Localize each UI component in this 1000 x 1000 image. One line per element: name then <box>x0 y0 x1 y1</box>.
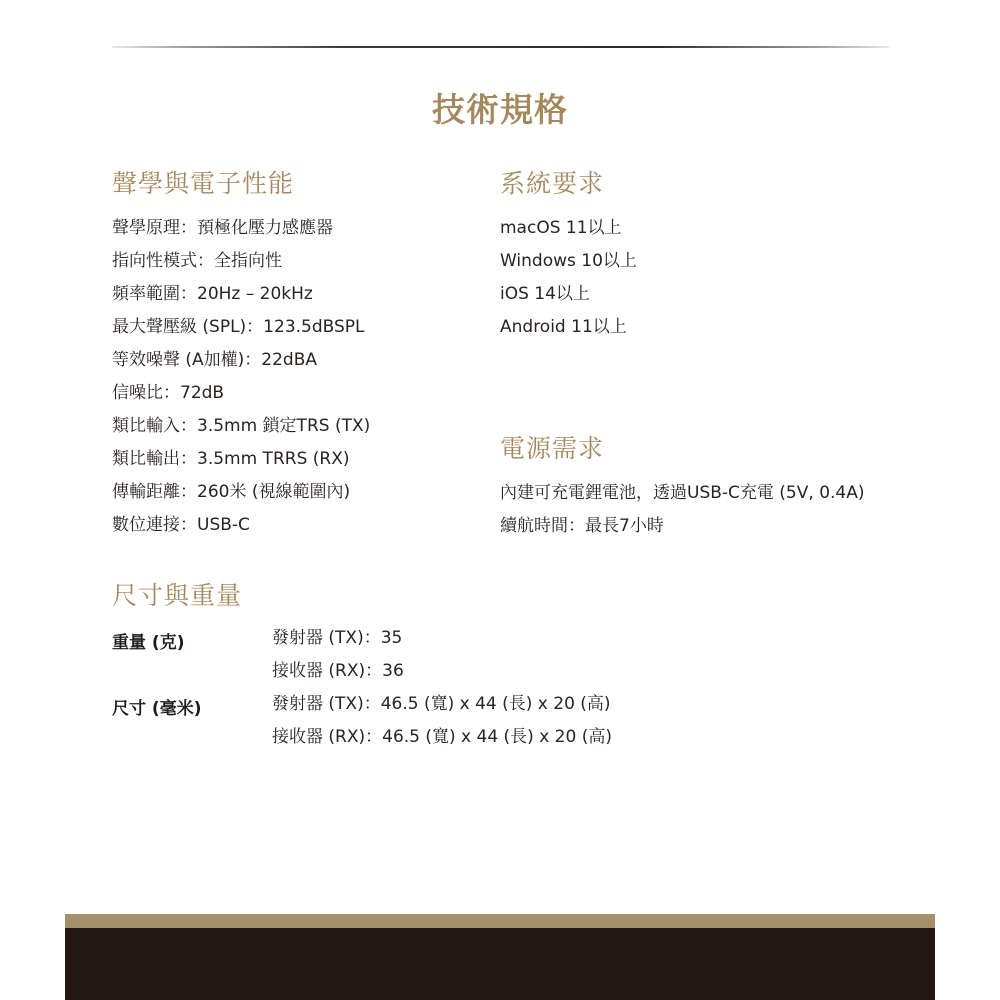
spec-item-equivalent-noise: 等效噪聲 (A加權)：22dBA <box>112 350 318 370</box>
system-item-ios: iOS 14以上 <box>500 284 590 304</box>
acoustics-spec-list <box>112 212 370 542</box>
power-section-title: 電源需求 <box>500 434 605 463</box>
spec-item-polar-pattern: 指向性模式：全指向性 <box>112 251 282 271</box>
system-item-android: Android 11以上 <box>500 317 627 337</box>
spec-item-analog-output: 類比輸出：3.5mm TRRS (RX) <box>112 449 350 469</box>
size-receiver: 接收器 (RX)：46.5 (寬) x 44 (長) x 20 (高) <box>272 727 612 747</box>
power-item-runtime: 續航時間：最長7小時 <box>500 516 664 536</box>
size-label: 尺寸 (毫米) <box>112 699 202 719</box>
weight-transmitter: 發射器 (TX)：35 <box>272 628 403 648</box>
spec-item-max-spl: 最大聲壓級 (SPL)：123.5dBSPL <box>112 317 365 337</box>
top-divider <box>112 46 889 48</box>
weight-label: 重量 (克) <box>112 633 185 653</box>
system-item-windows: Windows 10以上 <box>500 251 637 271</box>
system-item-macos: macOS 11以上 <box>500 218 622 238</box>
system-requirements-list <box>500 212 637 344</box>
page-title: 技術規格 <box>432 90 568 129</box>
weight-values <box>272 622 404 688</box>
size-values <box>272 688 612 754</box>
footer-dark-block <box>65 928 935 1000</box>
spec-item-snr: 信噪比：72dB <box>112 383 225 403</box>
size-transmitter: 發射器 (TX)：46.5 (寬) x 44 (長) x 20 (高) <box>272 694 611 714</box>
spec-item-transmission-range: 傳輸距離：260米 (視線範圍內) <box>112 482 351 502</box>
dimensions-section-title: 尺寸與重量 <box>112 581 243 610</box>
footer-accent-band <box>65 914 935 928</box>
power-requirements-list <box>500 477 865 543</box>
acoustics-section-title: 聲學與電子性能 <box>112 169 295 198</box>
power-item-battery: 內建可充電鋰電池，透過USB-C充電 (5V, 0.4A) <box>500 483 865 503</box>
spec-item-digital-connection: 數位連接：USB-C <box>112 515 250 535</box>
spec-item-frequency-range: 頻率範圍：20Hz – 20kHz <box>112 284 313 304</box>
spec-item-acoustic-principle: 聲學原理：預極化壓力感應器 <box>112 218 333 238</box>
spec-item-analog-input: 類比輸入：3.5mm 鎖定TRS (TX) <box>112 416 371 436</box>
weight-receiver: 接收器 (RX)：36 <box>272 661 404 681</box>
system-section-title: 系統要求 <box>500 169 605 198</box>
